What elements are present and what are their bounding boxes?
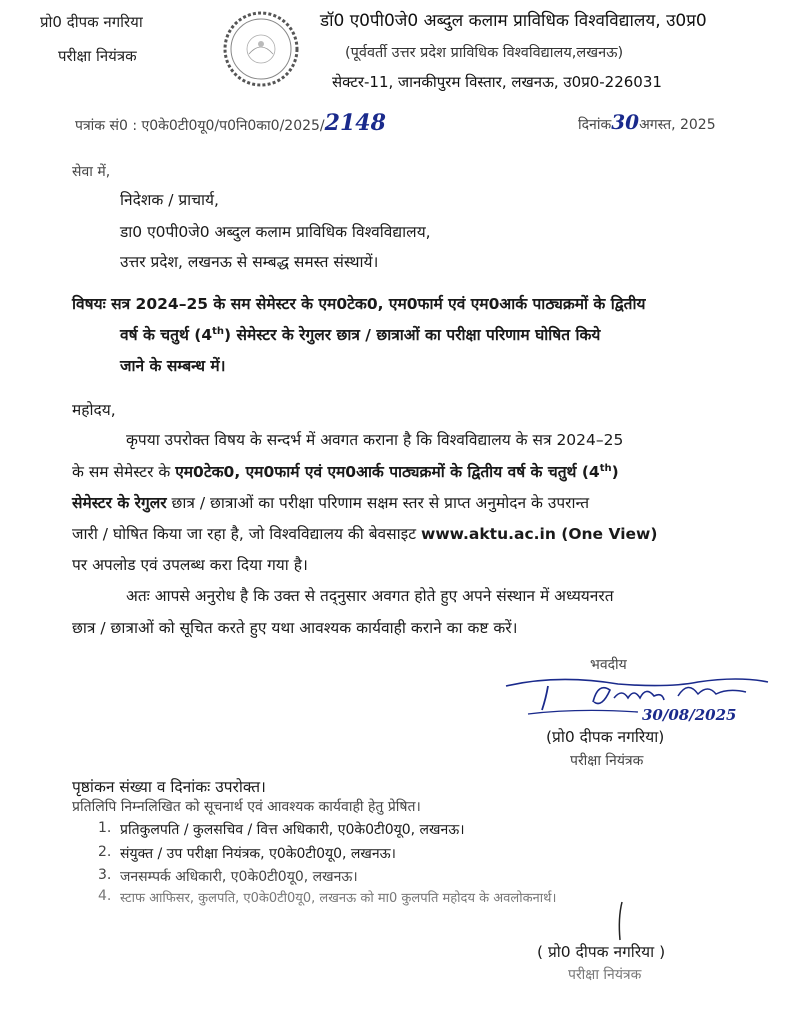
addressee-line-1: निदेशक / प्राचार्य, [120,191,219,209]
body-p2-line-2: छात्र / छात्राओं को सूचित करते हुए यथा आवश्यक कार्यवाही कराने का कष्ट करें। [72,619,518,637]
initial-mark-icon [600,900,640,942]
subject-line-2: वर्ष के चतुर्थ (4th) सेमेस्टर के रेगुलर छात्र / छात्राओं का परीक्षा परिणाम घोषित किये [120,325,601,344]
subject-line-1: विषयः सत्र 2024–25 के सम सेमेस्टर के एम0टेक0, एम0फार्म एवं एम0आर्क पाठ्यक्रमों के द्वितीय [72,295,646,313]
body-p1-line-4: जारी / घोषित किया जा रहा है, जो विश्वविद्यालय की बेवसाइट www.aktu.ac.in (One View) [72,525,658,543]
body-p1-line-1: कृपया उपरोक्त विषय के सन्दर्भ में अवगत कराना है कि विश्वविद्यालय के सत्र 2024–25 [126,431,624,449]
header-left-title: परीक्षा नियंत्रक [58,47,137,65]
salutation-to: सेवा में, [72,164,111,180]
body-p1-line-2: के सम सेमेस्टर के एम0टेक0, एम0फार्म एवं एम0आर्क पाठ्यक्रमों के द्वितीय वर्ष के चतुर्थ (4th) [72,462,619,481]
letter-date [578,110,716,134]
addressee-line-3: उत्तर प्रदेश, लखनऊ से सम्बद्ध समस्त संस्थायें। [120,253,379,271]
signature-name: (प्रो0 दीपक नगरिया) [546,728,665,746]
endorsement-sign-name: ( प्रो0 दीपक नगरिया ) [537,943,666,961]
university-former-name: (पूर्ववर्ती उत्तर प्रदेश प्राविधिक विश्वविद्यालय,लखनऊ) [345,45,624,61]
endorsement-sign-title: परीक्षा नियंत्रक [568,967,642,983]
date-label: दिनांक [578,117,612,133]
body-p1-line-3: सेमेस्टर के रेगुलर छात्र / छात्राओं का परीक्षा परिणाम सक्षम स्तर से प्राप्त अनुमोदन के उपरान्त [72,494,590,512]
endorsement-line: पृष्ठांकन संख्या व दिनांकः उपरोक्त। [72,778,266,796]
copy-item-1: प्रतिकुलपति / कुलसचिव / वित्त अधिकारी, ए0के0टी0यू0, लखनऊ। [120,822,465,838]
signature-scribble-icon [498,668,783,726]
reference-number: 2148 [324,110,386,136]
signature-date: 30/08/2025 [642,706,737,724]
copy-item-4: स्टाफ आफिसर, कुलपति, ए0के0टी0यू0, लखनऊ को मा0 कुलपति महोदय के अवलोकनार्थ। [120,891,557,906]
greeting: महोदय, [72,401,116,419]
addressee-line-2: डा0 ए0पी0जे0 अब्दुल कलाम प्राविधिक विश्वविद्यालय, [120,223,431,241]
copy-item-4-num: 4. [98,888,112,904]
university-address: सेक्टर-11, जानकीपुरम विस्तार, लखनऊ, उ0प्र0-226031 [332,73,662,91]
closing: भवदीय [590,657,627,673]
copy-item-2: संयुक्त / उप परीक्षा नियंत्रक, ए0के0टी0यू0, लखनऊ। [120,846,396,862]
copy-item-1-num: 1. [98,820,112,836]
website-link: www.aktu.ac.in (One View) [421,525,658,543]
copy-intro: प्रतिलिपि निम्नलिखित को सूचनार्थ एवं आवश्यक कार्यवाही हेतु प्रेषित। [72,799,421,815]
reference-label: पत्रांक सं0 : ए0के0टी0यू0/प0नि0का0/2025/ [75,118,325,134]
subject-line-3: जाने के सम्बन्ध में। [120,357,226,375]
body-p2-line-1: अतः आपसे अनुरोध है कि उक्त से तद्नुसार अवगत होते हुए अपने संस्थान में अध्ययनरत [126,587,614,605]
university-name: डॉ0 ए0पी0जे0 अब्दुल कलाम प्राविधिक विश्वविद्यालय, उ0प्र0 [320,11,707,31]
copy-item-3-num: 3. [98,867,112,883]
header-left-name: प्रो0 दीपक नगरिया [40,13,143,31]
date-rest: अगस्त, 2025 [639,117,716,133]
copy-item-3: जनसम्पर्क अधिकारी, ए0के0टी0यू0, लखनऊ। [120,869,358,885]
copy-item-2-num: 2. [98,844,112,860]
university-logo-icon [222,10,300,88]
signature-title: परीक्षा नियंत्रक [570,753,644,769]
letter-reference [75,110,386,136]
body-p1-line-5: पर अपलोड एवं उपलब्ध करा दिया गया है। [72,556,308,574]
subject-label: विषयः [72,295,106,313]
date-day: 30 [611,110,640,134]
